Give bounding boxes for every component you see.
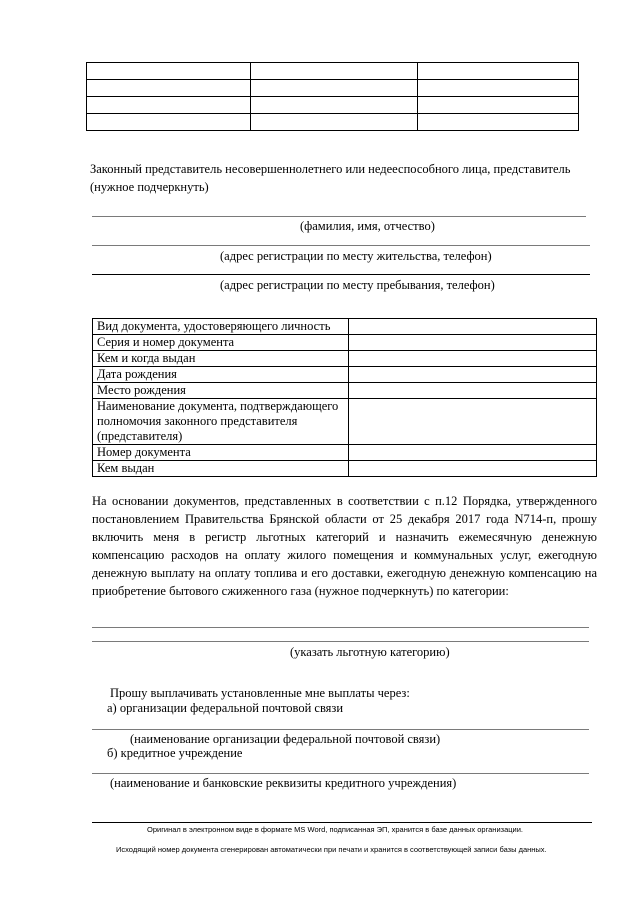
fio-caption: (фамилия, имя, отчество)	[300, 219, 435, 233]
representative-heading-line2: (нужное подчеркнуть)	[90, 180, 209, 194]
top-table-cell[interactable]	[87, 114, 251, 131]
top-table-cell[interactable]	[418, 80, 579, 97]
document-table-row	[93, 335, 597, 351]
document-table-row	[93, 399, 597, 445]
document-table-row	[93, 319, 597, 335]
document-field-value[interactable]	[349, 319, 597, 335]
footer-divider	[92, 822, 592, 823]
document-field-label: Серия и номер документа	[93, 335, 349, 351]
document-field-value[interactable]	[349, 445, 597, 461]
document-field-value[interactable]	[349, 335, 597, 351]
document-table-row	[93, 461, 597, 477]
top-table-cell[interactable]	[250, 80, 418, 97]
top-table-row	[87, 80, 579, 97]
category-line-1[interactable]	[92, 627, 589, 628]
top-table	[86, 62, 579, 131]
category-caption: (указать льготную категорию)	[290, 645, 450, 659]
document-field-value[interactable]	[349, 399, 597, 445]
payment-option-b: б) кредитное учреждение	[107, 746, 243, 760]
document-field-value[interactable]	[349, 383, 597, 399]
bank-caption: (наименование и банковские реквизиты кредитного учреждения)	[110, 776, 457, 790]
top-table-cell[interactable]	[418, 97, 579, 114]
top-table-cell[interactable]	[250, 63, 418, 80]
document-field-value[interactable]	[349, 461, 597, 477]
top-table-cell[interactable]	[418, 114, 579, 131]
document-field-label: Вид документа, удостоверяющего личность	[93, 319, 349, 335]
post-office-line[interactable]	[92, 729, 589, 730]
bank-line[interactable]	[92, 773, 589, 774]
document-table-row	[93, 367, 597, 383]
top-table-row	[87, 63, 579, 80]
document-field-label: Дата рождения	[93, 367, 349, 383]
representative-heading	[90, 160, 590, 196]
document-field-label: Наименование документа, подтверждающего полномочия законного представителя (представителя)	[93, 399, 349, 445]
document-field-value[interactable]	[349, 351, 597, 367]
residence-caption: (адрес регистрации по месту жительства, телефон)	[220, 249, 492, 263]
residence-line[interactable]	[92, 245, 590, 246]
top-table-row	[87, 114, 579, 131]
top-table-cell[interactable]	[250, 97, 418, 114]
document-field-label: Кем и когда выдан	[93, 351, 349, 367]
footer-line2: Исходящий номер документа сгенерирован автоматически при печати и хранится в соответствующей записи базы данных.	[116, 845, 547, 854]
document-field-label: Кем выдан	[93, 461, 349, 477]
document-field-label: Место рождения	[93, 383, 349, 399]
top-table-cell[interactable]	[87, 80, 251, 97]
top-table-cell[interactable]	[250, 114, 418, 131]
document-field-label: Номер документа	[93, 445, 349, 461]
footer-line1: Оригинал в электронном виде в формате MS Word, подписанная ЭП, хранится в базе данных организации.	[147, 825, 524, 834]
document-field-value[interactable]	[349, 367, 597, 383]
stay-line[interactable]	[92, 274, 590, 275]
top-table-cell[interactable]	[87, 63, 251, 80]
representative-heading-line1: Законный представитель несовершеннолетнего или недееспособного лица, представитель	[90, 162, 571, 176]
payment-intro: Прошу выплачивать установленные мне выплаты через:	[110, 686, 410, 700]
top-table-row	[87, 97, 579, 114]
post-office-caption: (наименование организации федеральной почтовой связи)	[130, 732, 441, 746]
category-line-2[interactable]	[92, 641, 589, 642]
fio-line[interactable]	[92, 216, 586, 217]
stay-caption: (адрес регистрации по месту пребывания, телефон)	[220, 278, 495, 292]
document-table	[92, 318, 597, 477]
document-table-row	[93, 383, 597, 399]
document-table-row	[93, 351, 597, 367]
top-table-cell[interactable]	[418, 63, 579, 80]
top-table-cell[interactable]	[87, 97, 251, 114]
request-paragraph: На основании документов, представленных в соответствии с п.12 Порядка, утвержденного постановлением Правительства Брянской области от 25 декабря 2017 года N714-п, прошу включить меня в регистр льготных категорий и назначить ежемесячную денежную компенсацию расходов на оплату жилого помещения и коммунальных услуг, ежегодную денежную выплату на оплату топлива и его доставки, ежегодную денежную компенсацию на приобретение бытового сжиженного газа (нужное подчеркнуть) по категории:	[92, 494, 597, 598]
document-table-row	[93, 445, 597, 461]
payment-option-a: а) организации федеральной почтовой связи	[107, 701, 344, 715]
